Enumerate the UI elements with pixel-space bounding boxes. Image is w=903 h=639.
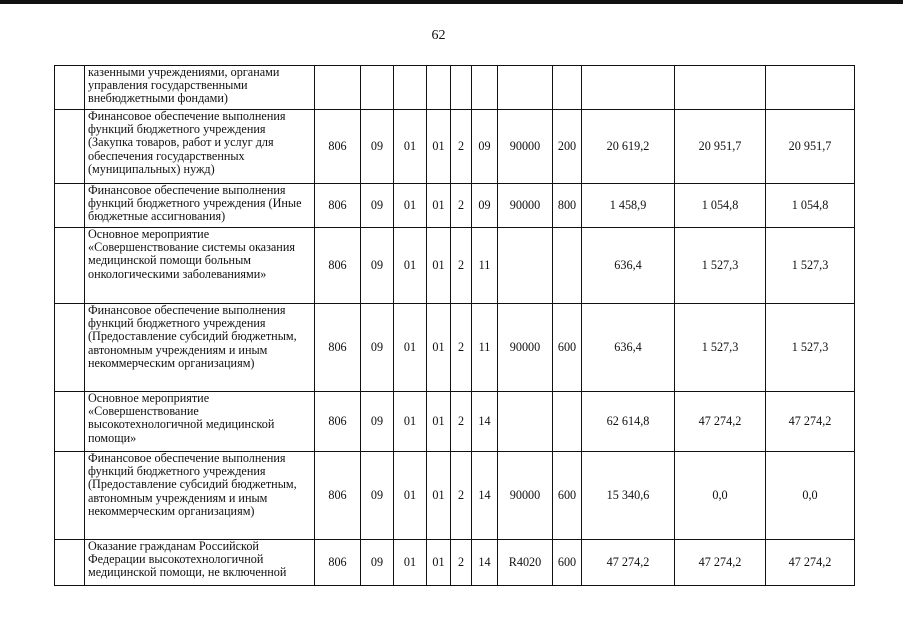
cell-rz: 09 (361, 184, 394, 228)
cell-code-3 (472, 66, 498, 110)
cell-value-1: 47 274,2 (582, 540, 675, 586)
cell-code-4 (498, 66, 553, 110)
cell-value-2: 1 527,3 (675, 228, 766, 304)
cell-index (55, 184, 85, 228)
cell-code-1: 01 (427, 392, 451, 452)
cell-code-3: 14 (472, 452, 498, 540)
cell-name: Финансовое обеспечение выполнения функций бюджетного учреждения (Иные бюджетные ассигнования) (85, 184, 315, 228)
cell-index (55, 304, 85, 392)
cell-vr (553, 228, 582, 304)
cell-pr: 01 (394, 304, 427, 392)
cell-vr (553, 66, 582, 110)
cell-vr: 800 (553, 184, 582, 228)
cell-pr: 01 (394, 452, 427, 540)
cell-pr: 01 (394, 540, 427, 586)
cell-value-3 (766, 66, 855, 110)
cell-index (55, 110, 85, 184)
table-row (55, 110, 855, 184)
cell-rz (361, 66, 394, 110)
cell-name: Основное мероприятие «Совершенствование системы оказания медицинской помощи больным онкологическими заболеваниями» (85, 228, 315, 304)
cell-value-3: 47 274,2 (766, 540, 855, 586)
cell-value-3: 47 274,2 (766, 392, 855, 452)
cell-vr (553, 392, 582, 452)
cell-pr: 01 (394, 228, 427, 304)
cell-value-2: 20 951,7 (675, 110, 766, 184)
cell-rz: 09 (361, 228, 394, 304)
cell-pr: 01 (394, 110, 427, 184)
cell-ved: 806 (315, 228, 361, 304)
cell-value-1 (582, 66, 675, 110)
cell-code-4 (498, 392, 553, 452)
cell-value-3: 0,0 (766, 452, 855, 540)
cell-code-1: 01 (427, 540, 451, 586)
table-row (55, 184, 855, 228)
cell-value-3: 20 951,7 (766, 110, 855, 184)
cell-rz: 09 (361, 452, 394, 540)
table-row (55, 452, 855, 540)
cell-code-1: 01 (427, 452, 451, 540)
cell-value-1: 1 458,9 (582, 184, 675, 228)
cell-code-2: 2 (451, 228, 472, 304)
cell-code-1: 01 (427, 228, 451, 304)
cell-value-1: 636,4 (582, 304, 675, 392)
cell-index (55, 228, 85, 304)
cell-rz: 09 (361, 110, 394, 184)
cell-code-4: 90000 (498, 184, 553, 228)
cell-name: Финансовое обеспечение выполнения функций бюджетного учреждения (Закупка товаров, работ и услуг для обеспечения государственных (муниципальных) нужд) (85, 110, 315, 184)
cell-rz: 09 (361, 304, 394, 392)
cell-code-3: 11 (472, 304, 498, 392)
table-row (55, 392, 855, 452)
cell-name: Основное мероприятие «Совершенствование высокотехнологичной медицинской помощи» (85, 392, 315, 452)
cell-value-2: 0,0 (675, 452, 766, 540)
cell-code-1: 01 (427, 110, 451, 184)
cell-pr: 01 (394, 392, 427, 452)
cell-code-3: 14 (472, 392, 498, 452)
cell-ved (315, 66, 361, 110)
cell-code-4: 90000 (498, 110, 553, 184)
cell-ved: 806 (315, 110, 361, 184)
cell-code-2: 2 (451, 184, 472, 228)
cell-value-3: 1 527,3 (766, 228, 855, 304)
cell-code-1 (427, 66, 451, 110)
cell-ved: 806 (315, 184, 361, 228)
table-row (55, 304, 855, 392)
cell-value-3: 1 527,3 (766, 304, 855, 392)
cell-code-3: 11 (472, 228, 498, 304)
cell-name: Финансовое обеспечение выполнения функций бюджетного учреждения (Предоставление субсидий бюджетным, автономным учреждениям и иным некоммерческим организациям) (85, 304, 315, 392)
cell-rz: 09 (361, 392, 394, 452)
cell-vr: 600 (553, 540, 582, 586)
cell-index (55, 452, 85, 540)
table-body (55, 66, 855, 586)
cell-code-1: 01 (427, 184, 451, 228)
cell-value-1: 20 619,2 (582, 110, 675, 184)
cell-code-2: 2 (451, 392, 472, 452)
table-row (55, 66, 855, 110)
cell-name: Оказание гражданам Российской Федерации высокотехнологичной медицинской помощи, не включенной (85, 540, 315, 586)
cell-value-3: 1 054,8 (766, 184, 855, 228)
cell-code-2: 2 (451, 110, 472, 184)
cell-pr (394, 66, 427, 110)
cell-vr: 600 (553, 304, 582, 392)
cell-code-4: 90000 (498, 304, 553, 392)
cell-ved: 806 (315, 392, 361, 452)
cell-code-2: 2 (451, 452, 472, 540)
cell-value-2: 47 274,2 (675, 540, 766, 586)
cell-ved: 806 (315, 540, 361, 586)
cell-code-2: 2 (451, 540, 472, 586)
cell-index (55, 540, 85, 586)
page-number: 62 (431, 28, 446, 43)
cell-value-1: 15 340,6 (582, 452, 675, 540)
top-border-line (0, 0, 903, 4)
cell-index (55, 392, 85, 452)
cell-pr: 01 (394, 184, 427, 228)
cell-code-4: 90000 (498, 452, 553, 540)
cell-value-2: 1 527,3 (675, 304, 766, 392)
cell-index (55, 66, 85, 110)
cell-code-4 (498, 228, 553, 304)
cell-code-2 (451, 66, 472, 110)
cell-rz: 09 (361, 540, 394, 586)
cell-value-1: 636,4 (582, 228, 675, 304)
cell-value-2: 47 274,2 (675, 392, 766, 452)
cell-ved: 806 (315, 304, 361, 392)
cell-vr: 600 (553, 452, 582, 540)
cell-name: Финансовое обеспечение выполнения функций бюджетного учреждения (Предоставление субсидий бюджетным, автономным учреждениям и иным некоммерческим организациям) (85, 452, 315, 540)
cell-code-3: 14 (472, 540, 498, 586)
cell-code-2: 2 (451, 304, 472, 392)
budget-table (54, 65, 855, 586)
table-row (55, 228, 855, 304)
cell-ved: 806 (315, 452, 361, 540)
cell-code-3: 09 (472, 184, 498, 228)
cell-value-2: 1 054,8 (675, 184, 766, 228)
table-row (55, 540, 855, 586)
cell-value-2 (675, 66, 766, 110)
cell-vr: 200 (553, 110, 582, 184)
cell-name: казенными учреждениями, органами управления государственными внебюджетными фондами) (85, 66, 315, 110)
cell-code-3: 09 (472, 110, 498, 184)
cell-code-4: R4020 (498, 540, 553, 586)
cell-value-1: 62 614,8 (582, 392, 675, 452)
cell-code-1: 01 (427, 304, 451, 392)
